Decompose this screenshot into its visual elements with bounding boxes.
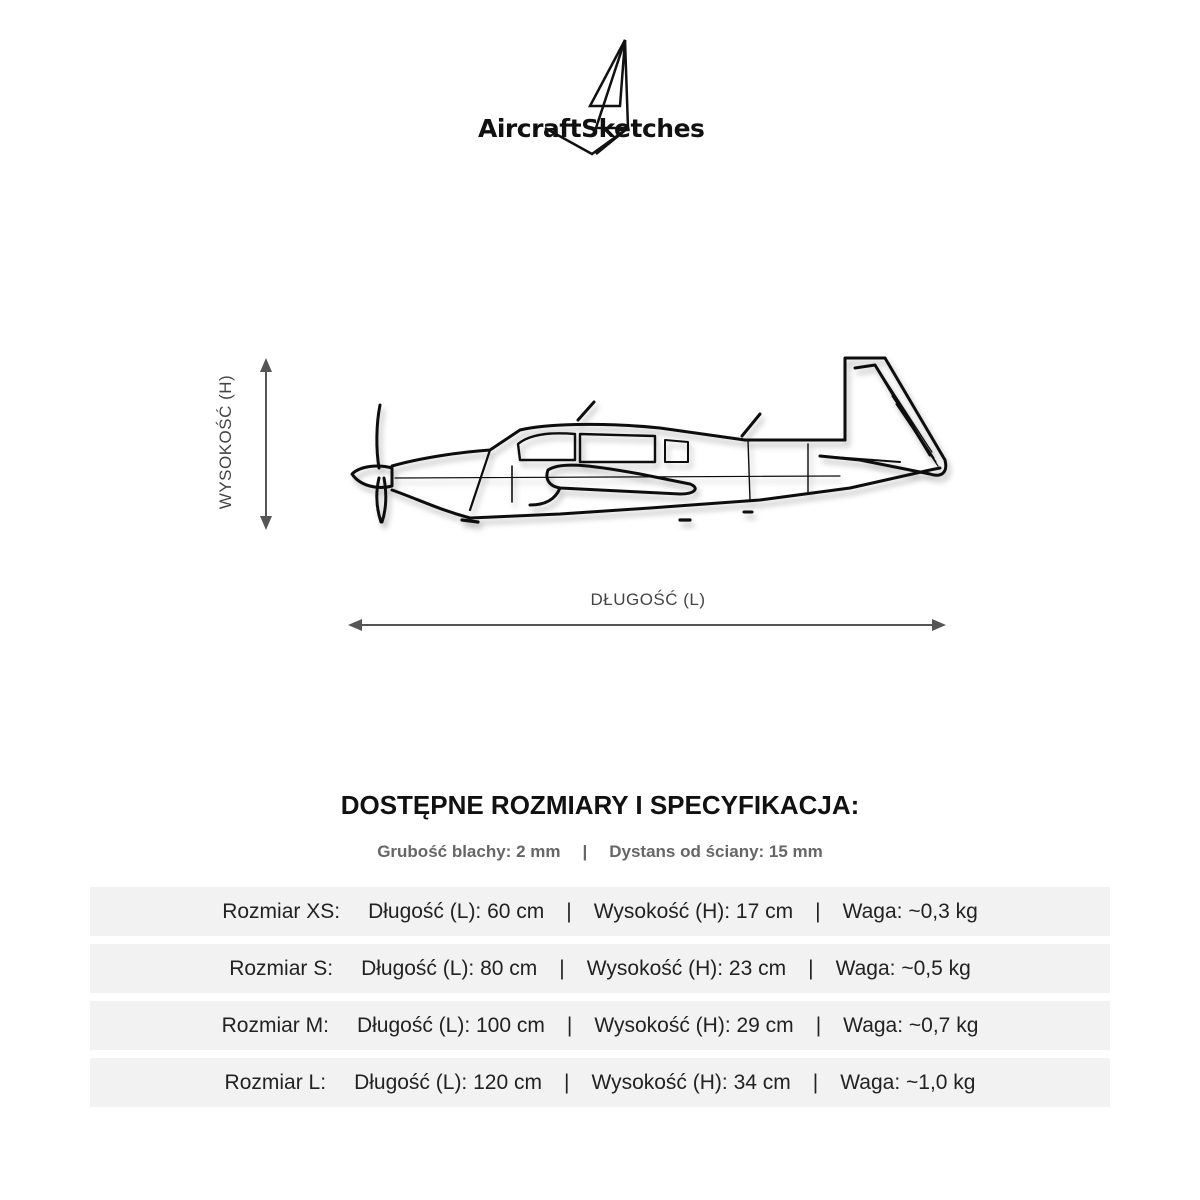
size-length: Długość (L): 80 cm <box>361 956 538 980</box>
size-height: Wysokość (H): 29 cm <box>594 1013 794 1037</box>
separator: | <box>582 842 588 861</box>
brand-name: AircraftSketches <box>478 114 705 143</box>
wall-distance: Dystans od ściany: 15 mm <box>609 842 823 861</box>
sheet-thickness: Grubość blachy: 2 mm <box>377 842 561 861</box>
size-weight: Waga: ~1,0 kg <box>840 1070 976 1094</box>
size-row-l <box>90 1058 1110 1107</box>
separator: | <box>815 899 821 923</box>
specs-subtitle <box>0 842 1200 862</box>
size-weight: Waga: ~0,7 kg <box>843 1013 979 1037</box>
size-name: Rozmiar S: <box>229 956 334 980</box>
separator: | <box>566 1013 573 1037</box>
separator: | <box>563 1070 570 1094</box>
size-height: Wysokość (H): 17 cm <box>593 899 794 923</box>
size-length: Długość (L): 60 cm <box>368 899 545 923</box>
size-length: Długość (L): 120 cm <box>354 1070 542 1094</box>
separator: | <box>812 1070 819 1094</box>
size-height: Wysokość (H): 23 cm <box>586 956 787 980</box>
size-name: Rozmiar XS: <box>222 899 341 923</box>
height-label: WYSOKOŚĆ (H) <box>216 374 235 510</box>
aircraft-silhouette-icon <box>352 358 946 522</box>
size-row-xs <box>90 887 1110 936</box>
length-arrow <box>348 619 946 631</box>
height-arrow <box>260 358 272 530</box>
separator: | <box>815 1013 822 1037</box>
size-row-m <box>90 1001 1110 1050</box>
size-row-s <box>90 944 1110 993</box>
separator: | <box>808 956 814 980</box>
specs-title: DOSTĘPNE ROZMIARY I SPECYFIKACJA: <box>340 790 860 820</box>
size-name: Rozmiar M: <box>221 1013 329 1037</box>
size-weight: Waga: ~0,5 kg <box>835 956 971 980</box>
separator: | <box>566 899 572 923</box>
size-table <box>90 887 1110 1115</box>
length-label: DŁUGOŚĆ (L) <box>590 590 706 609</box>
separator: | <box>559 956 565 980</box>
size-height: Wysokość (H): 34 cm <box>591 1070 791 1094</box>
size-length: Długość (L): 100 cm <box>356 1013 545 1037</box>
size-weight: Waga: ~0,3 kg <box>842 899 978 923</box>
size-name: Rozmiar L: <box>224 1070 327 1094</box>
